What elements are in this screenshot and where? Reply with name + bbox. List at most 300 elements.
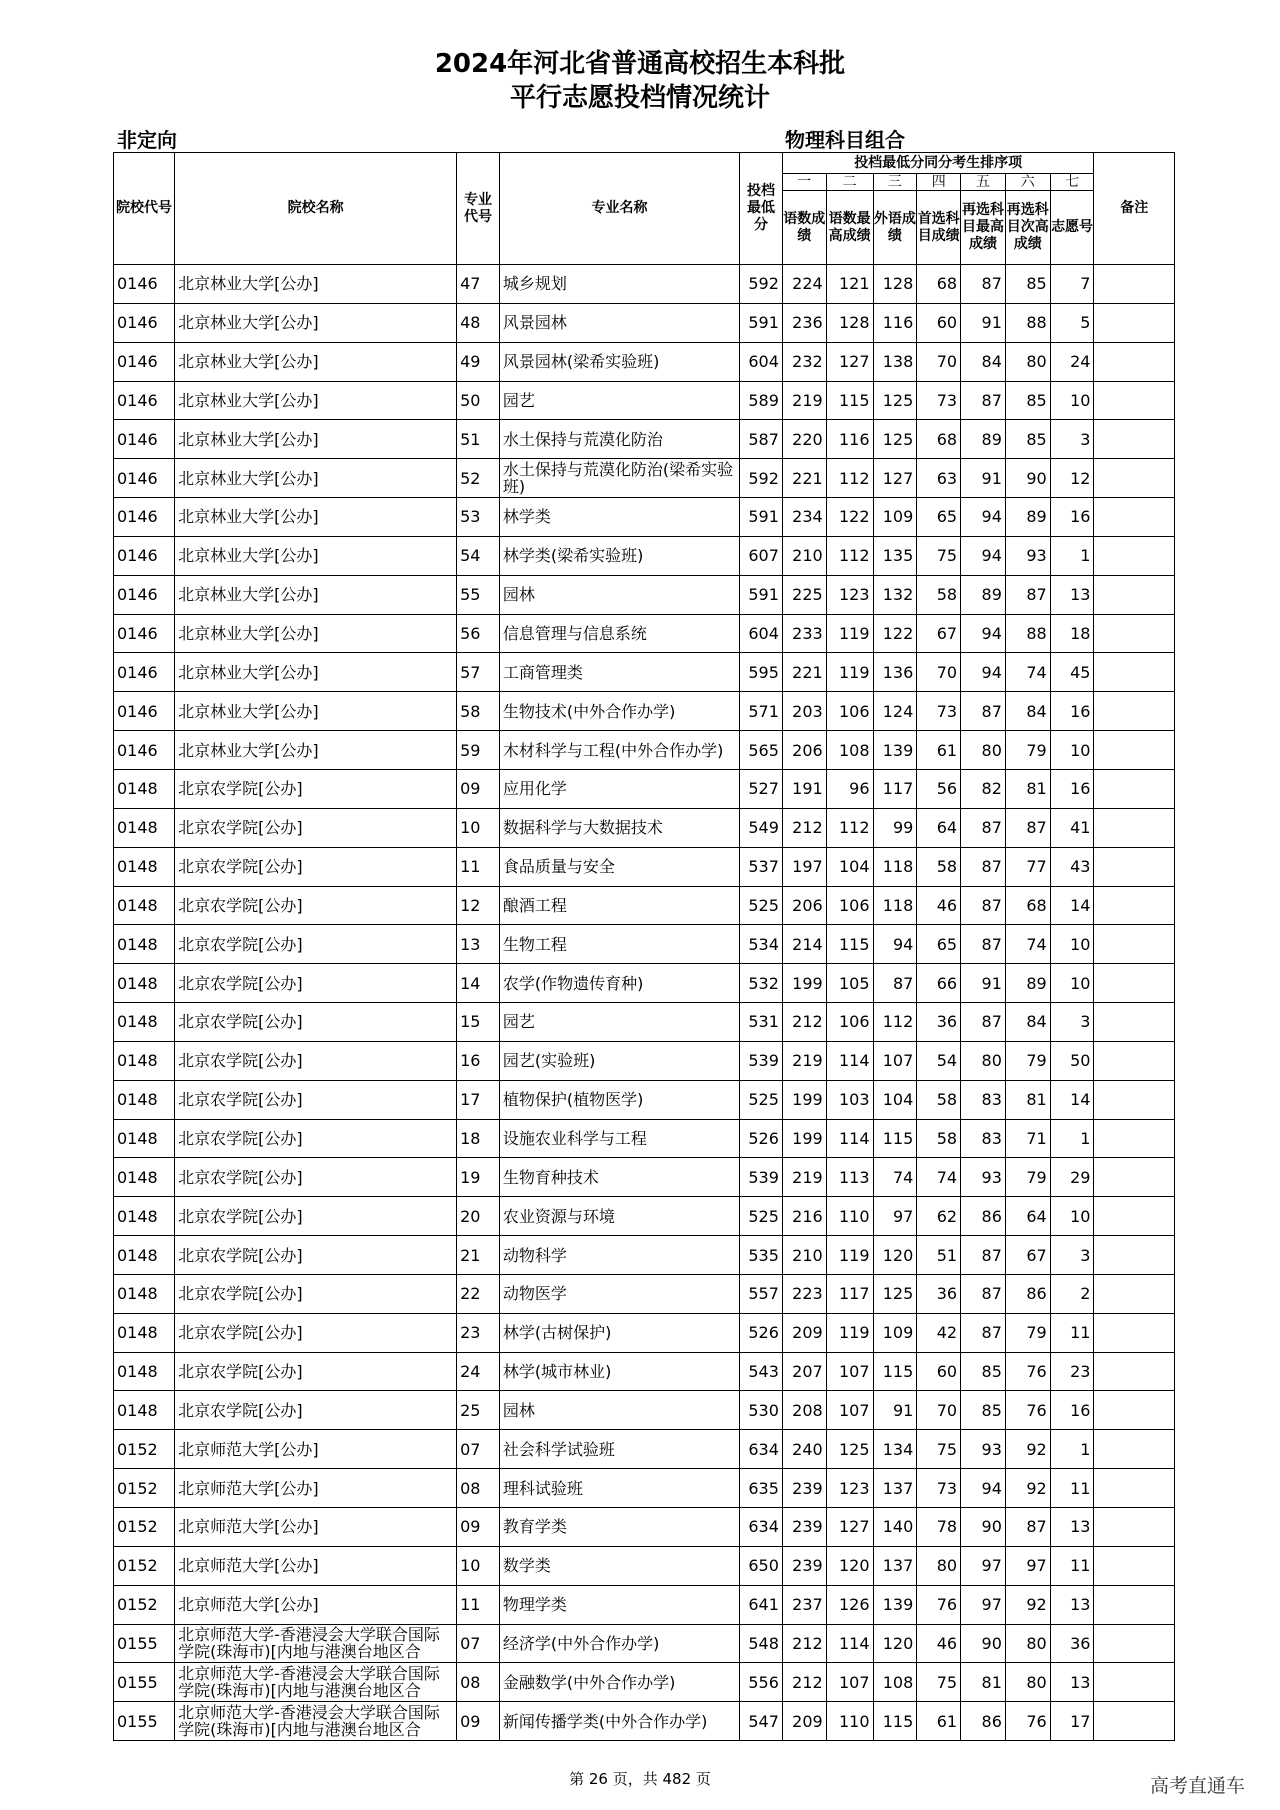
cell-school-code: 0155	[114, 1702, 175, 1741]
cell-chinese-math: 239	[782, 1469, 826, 1508]
cell-school-name: 北京农学院[公办]	[175, 964, 457, 1003]
cell-preference-number: 16	[1050, 692, 1094, 731]
table-row	[114, 769, 1175, 808]
cell-major-code: 14	[457, 964, 500, 1003]
table-row	[114, 420, 1175, 459]
cell-second-subject-next: 80	[1005, 1624, 1050, 1663]
admission-table	[113, 152, 1175, 1741]
cell-chinese-math: 240	[782, 1430, 826, 1469]
cell-min-score: 543	[740, 1352, 783, 1391]
cell-chinese-math: 212	[782, 1003, 826, 1042]
cell-chinese-math: 212	[782, 808, 826, 847]
cell-school-name: 北京农学院[公办]	[175, 1391, 457, 1430]
cell-second-subject-max: 87	[961, 808, 1006, 847]
cell-remark	[1094, 1352, 1175, 1391]
cell-school-code: 0148	[114, 847, 175, 886]
cell-preference-number: 7	[1050, 265, 1094, 304]
cell-major-code: 07	[457, 1430, 500, 1469]
cell-second-subject-next: 77	[1005, 847, 1050, 886]
cell-second-subject-max: 83	[961, 1080, 1006, 1119]
cell-second-subject-next: 76	[1005, 1391, 1050, 1430]
cell-min-score: 549	[740, 808, 783, 847]
cell-second-subject-next: 84	[1005, 692, 1050, 731]
table-row	[114, 1003, 1175, 1042]
table-row	[114, 964, 1175, 1003]
header-tiebreak-number: 三	[873, 174, 917, 191]
cell-min-score: 634	[740, 1508, 783, 1547]
cell-major-name: 农学(作物遗传育种)	[499, 964, 739, 1003]
cell-major-name: 生物工程	[499, 925, 739, 964]
cell-second-subject-max: 87	[961, 1236, 1006, 1275]
cell-preference-number: 16	[1050, 769, 1094, 808]
cell-second-subject-max: 94	[961, 536, 1006, 575]
cell-first-subject: 58	[917, 1119, 961, 1158]
cell-major-name: 水土保持与荒漠化防治(梁希实验班)	[499, 459, 739, 498]
table-row	[114, 886, 1175, 925]
cell-remark	[1094, 1274, 1175, 1313]
header-tiebreak-item: 外语成绩	[873, 191, 917, 265]
cell-major-code: 53	[457, 498, 500, 537]
cell-first-subject: 67	[917, 614, 961, 653]
cell-remark	[1094, 847, 1175, 886]
table-row	[114, 381, 1175, 420]
cell-major-code: 13	[457, 925, 500, 964]
cell-chinese-math-max: 113	[826, 1158, 873, 1197]
cell-school-code: 0148	[114, 1274, 175, 1313]
cell-school-name: 北京林业大学[公办]	[175, 342, 457, 381]
cell-school-name: 北京农学院[公办]	[175, 1119, 457, 1158]
cell-major-code: 09	[457, 1702, 500, 1741]
cell-chinese-math: 237	[782, 1585, 826, 1624]
cell-major-name: 设施农业科学与工程	[499, 1119, 739, 1158]
cell-chinese-math: 199	[782, 1080, 826, 1119]
cell-school-code: 0148	[114, 1158, 175, 1197]
cell-chinese-math-max: 116	[826, 420, 873, 459]
cell-school-code: 0146	[114, 342, 175, 381]
cell-chinese-math: 191	[782, 769, 826, 808]
cell-second-subject-max: 87	[961, 1274, 1006, 1313]
cell-remark	[1094, 1119, 1175, 1158]
cell-foreign-language: 124	[873, 692, 917, 731]
cell-school-code: 0152	[114, 1430, 175, 1469]
cell-school-code: 0146	[114, 420, 175, 459]
cell-first-subject: 75	[917, 1663, 961, 1702]
header-tiebreak-number: 四	[917, 174, 961, 191]
table-row	[114, 925, 1175, 964]
cell-chinese-math-max: 112	[826, 536, 873, 575]
cell-school-name: 北京师范大学[公办]	[175, 1430, 457, 1469]
cell-major-name: 园林	[499, 575, 739, 614]
cell-remark	[1094, 1391, 1175, 1430]
cell-school-name: 北京农学院[公办]	[175, 1080, 457, 1119]
cell-second-subject-max: 80	[961, 731, 1006, 770]
table-row	[114, 1546, 1175, 1585]
cell-remark	[1094, 886, 1175, 925]
cell-chinese-math: 219	[782, 1041, 826, 1080]
cell-chinese-math-max: 115	[826, 381, 873, 420]
cell-preference-number: 10	[1050, 964, 1094, 1003]
cell-min-score: 557	[740, 1274, 783, 1313]
cell-major-name: 林学类(梁希实验班)	[499, 536, 739, 575]
cell-foreign-language: 104	[873, 1080, 917, 1119]
header-tiebreak-number: 一	[782, 174, 826, 191]
cell-major-code: 08	[457, 1469, 500, 1508]
cell-min-score: 535	[740, 1236, 783, 1275]
table-row	[114, 653, 1175, 692]
cell-foreign-language: 139	[873, 1585, 917, 1624]
table-row	[114, 1158, 1175, 1197]
cell-min-score: 595	[740, 653, 783, 692]
cell-preference-number: 16	[1050, 498, 1094, 537]
cell-min-score: 591	[740, 303, 783, 342]
cell-school-name: 北京林业大学[公办]	[175, 498, 457, 537]
cell-major-name: 社会科学试验班	[499, 1430, 739, 1469]
cell-major-code: 23	[457, 1313, 500, 1352]
cell-major-name: 经济学(中外合作办学)	[499, 1624, 739, 1663]
cell-second-subject-max: 87	[961, 265, 1006, 304]
cell-chinese-math: 239	[782, 1546, 826, 1585]
cell-chinese-math: 239	[782, 1508, 826, 1547]
cell-second-subject-next: 87	[1005, 808, 1050, 847]
table-row	[114, 1663, 1175, 1702]
cell-remark	[1094, 1236, 1175, 1275]
cell-school-code: 0152	[114, 1469, 175, 1508]
cell-second-subject-max: 87	[961, 381, 1006, 420]
cell-preference-number: 11	[1050, 1546, 1094, 1585]
cell-second-subject-max: 93	[961, 1430, 1006, 1469]
table-row	[114, 1080, 1175, 1119]
cell-second-subject-max: 89	[961, 575, 1006, 614]
cell-second-subject-next: 79	[1005, 1313, 1050, 1352]
cell-major-name: 理科试验班	[499, 1469, 739, 1508]
cell-chinese-math-max: 110	[826, 1197, 873, 1236]
cell-second-subject-next: 76	[1005, 1352, 1050, 1391]
cell-chinese-math-max: 119	[826, 1313, 873, 1352]
cell-major-name: 应用化学	[499, 769, 739, 808]
cell-chinese-math-max: 123	[826, 575, 873, 614]
cell-first-subject: 68	[917, 265, 961, 304]
cell-preference-number: 29	[1050, 1158, 1094, 1197]
cell-school-name: 北京师范大学[公办]	[175, 1546, 457, 1585]
cell-first-subject: 65	[917, 498, 961, 537]
cell-major-name: 新闻传播学类(中外合作办学)	[499, 1702, 739, 1741]
cell-second-subject-max: 84	[961, 342, 1006, 381]
cell-second-subject-max: 91	[961, 303, 1006, 342]
header-school-code: 院校代号	[114, 153, 175, 265]
cell-first-subject: 42	[917, 1313, 961, 1352]
cell-school-name: 北京林业大学[公办]	[175, 575, 457, 614]
cell-school-code: 0148	[114, 1197, 175, 1236]
table-row	[114, 342, 1175, 381]
cell-first-subject: 54	[917, 1041, 961, 1080]
cell-school-name: 北京林业大学[公办]	[175, 653, 457, 692]
header-tiebreak-item: 首选科目成绩	[917, 191, 961, 265]
cell-min-score: 634	[740, 1430, 783, 1469]
cell-first-subject: 70	[917, 653, 961, 692]
cell-second-subject-next: 93	[1005, 536, 1050, 575]
cell-chinese-math: 221	[782, 459, 826, 498]
table-row	[114, 1274, 1175, 1313]
cell-foreign-language: 117	[873, 769, 917, 808]
cell-major-name: 动物科学	[499, 1236, 739, 1275]
cell-min-score: 635	[740, 1469, 783, 1508]
cell-second-subject-max: 83	[961, 1119, 1006, 1158]
cell-min-score: 592	[740, 459, 783, 498]
table-row	[114, 1197, 1175, 1236]
cell-foreign-language: 125	[873, 381, 917, 420]
cell-school-name: 北京林业大学[公办]	[175, 692, 457, 731]
cell-major-name: 物理学类	[499, 1585, 739, 1624]
cell-preference-number: 50	[1050, 1041, 1094, 1080]
cell-school-code: 0148	[114, 808, 175, 847]
cell-second-subject-max: 94	[961, 1469, 1006, 1508]
cell-foreign-language: 137	[873, 1546, 917, 1585]
table-row	[114, 731, 1175, 770]
table-row	[114, 303, 1175, 342]
cell-preference-number: 12	[1050, 459, 1094, 498]
cell-major-name: 园艺	[499, 381, 739, 420]
header-school-name: 院校名称	[175, 153, 457, 265]
cell-school-code: 0152	[114, 1585, 175, 1624]
cell-school-name: 北京农学院[公办]	[175, 1274, 457, 1313]
cell-foreign-language: 112	[873, 1003, 917, 1042]
cell-chinese-math: 212	[782, 1663, 826, 1702]
cell-major-code: 56	[457, 614, 500, 653]
header-min-score: 投档最低分	[740, 153, 783, 265]
cell-preference-number: 13	[1050, 1663, 1094, 1702]
cell-school-name: 北京农学院[公办]	[175, 847, 457, 886]
cell-first-subject: 73	[917, 381, 961, 420]
cell-major-code: 11	[457, 847, 500, 886]
header-major-code: 专业代号	[457, 153, 500, 265]
cell-remark	[1094, 1080, 1175, 1119]
cell-min-score: 547	[740, 1702, 783, 1741]
cell-min-score: 650	[740, 1546, 783, 1585]
cell-foreign-language: 109	[873, 1313, 917, 1352]
cell-preference-number: 23	[1050, 1352, 1094, 1391]
cell-second-subject-next: 80	[1005, 1663, 1050, 1702]
cell-second-subject-next: 90	[1005, 459, 1050, 498]
cell-chinese-math-max: 121	[826, 265, 873, 304]
cell-chinese-math-max: 127	[826, 1508, 873, 1547]
cell-remark	[1094, 575, 1175, 614]
cell-second-subject-max: 94	[961, 498, 1006, 537]
cell-second-subject-next: 85	[1005, 381, 1050, 420]
cell-major-name: 园艺	[499, 1003, 739, 1042]
cell-first-subject: 63	[917, 459, 961, 498]
cell-remark	[1094, 381, 1175, 420]
table-row	[114, 536, 1175, 575]
cell-min-score: 604	[740, 342, 783, 381]
cell-second-subject-next: 84	[1005, 1003, 1050, 1042]
cell-second-subject-next: 67	[1005, 1236, 1050, 1275]
cell-remark	[1094, 1624, 1175, 1663]
cell-min-score: 589	[740, 381, 783, 420]
cell-first-subject: 73	[917, 692, 961, 731]
cell-min-score: 591	[740, 498, 783, 537]
cell-chinese-math: 236	[782, 303, 826, 342]
cell-chinese-math-max: 114	[826, 1119, 873, 1158]
cell-min-score: 592	[740, 265, 783, 304]
cell-first-subject: 75	[917, 1430, 961, 1469]
cell-chinese-math-max: 106	[826, 886, 873, 925]
cell-chinese-math: 219	[782, 381, 826, 420]
cell-major-name: 木材科学与工程(中外合作办学)	[499, 731, 739, 770]
cell-remark	[1094, 614, 1175, 653]
cell-second-subject-next: 74	[1005, 653, 1050, 692]
cell-major-code: 25	[457, 1391, 500, 1430]
cell-school-code: 0146	[114, 653, 175, 692]
table-row	[114, 692, 1175, 731]
header-tiebreak-item: 再选科目次高成绩	[1005, 191, 1050, 265]
header-tiebreak-item: 志愿号	[1050, 191, 1094, 265]
cell-chinese-math-max: 112	[826, 808, 873, 847]
cell-preference-number: 3	[1050, 1236, 1094, 1275]
table-row	[114, 1508, 1175, 1547]
cell-second-subject-next: 76	[1005, 1702, 1050, 1741]
cell-major-code: 52	[457, 459, 500, 498]
cell-min-score: 571	[740, 692, 783, 731]
cell-remark	[1094, 1508, 1175, 1547]
cell-preference-number: 45	[1050, 653, 1094, 692]
cell-school-code: 0155	[114, 1663, 175, 1702]
cell-remark	[1094, 1702, 1175, 1741]
cell-foreign-language: 132	[873, 575, 917, 614]
header-tiebreak-item: 语数成绩	[782, 191, 826, 265]
cell-school-code: 0146	[114, 381, 175, 420]
table-row	[114, 808, 1175, 847]
cell-preference-number: 18	[1050, 614, 1094, 653]
cell-major-name: 数据科学与大数据技术	[499, 808, 739, 847]
cell-min-score: 530	[740, 1391, 783, 1430]
cell-chinese-math-max: 105	[826, 964, 873, 1003]
cell-school-code: 0148	[114, 1236, 175, 1275]
cell-second-subject-max: 90	[961, 1508, 1006, 1547]
cell-major-name: 信息管理与信息系统	[499, 614, 739, 653]
cell-major-code: 59	[457, 731, 500, 770]
cell-chinese-math: 220	[782, 420, 826, 459]
cell-min-score: 591	[740, 575, 783, 614]
cell-chinese-math: 214	[782, 925, 826, 964]
cell-second-subject-next: 86	[1005, 1274, 1050, 1313]
cell-chinese-math: 216	[782, 1197, 826, 1236]
cell-second-subject-max: 85	[961, 1391, 1006, 1430]
cell-second-subject-max: 87	[961, 925, 1006, 964]
cell-foreign-language: 94	[873, 925, 917, 964]
cell-foreign-language: 107	[873, 1041, 917, 1080]
cell-major-name: 生物技术(中外合作办学)	[499, 692, 739, 731]
cell-chinese-math-max: 122	[826, 498, 873, 537]
cell-school-code: 0146	[114, 265, 175, 304]
cell-school-code: 0148	[114, 769, 175, 808]
cell-major-code: 11	[457, 1585, 500, 1624]
cell-second-subject-next: 88	[1005, 614, 1050, 653]
cell-chinese-math-max: 120	[826, 1546, 873, 1585]
cell-major-code: 09	[457, 769, 500, 808]
cell-major-code: 21	[457, 1236, 500, 1275]
cell-foreign-language: 87	[873, 964, 917, 1003]
cell-chinese-math: 232	[782, 342, 826, 381]
cell-foreign-language: 115	[873, 1119, 917, 1158]
cell-school-name: 北京林业大学[公办]	[175, 381, 457, 420]
cell-first-subject: 58	[917, 1080, 961, 1119]
header-tiebreak-group: 投档最低分同分考生排序项	[782, 153, 1094, 174]
table-row	[114, 1041, 1175, 1080]
cell-chinese-math: 206	[782, 731, 826, 770]
header-tiebreak-number: 五	[961, 174, 1006, 191]
cell-foreign-language: 118	[873, 847, 917, 886]
cell-school-name: 北京师范大学[公办]	[175, 1508, 457, 1547]
cell-school-code: 0152	[114, 1546, 175, 1585]
cell-school-name: 北京林业大学[公办]	[175, 420, 457, 459]
cell-min-score: 531	[740, 1003, 783, 1042]
cell-remark	[1094, 265, 1175, 304]
cell-preference-number: 10	[1050, 731, 1094, 770]
cell-major-code: 17	[457, 1080, 500, 1119]
cell-major-code: 51	[457, 420, 500, 459]
header-tiebreak-item: 再选科目最高成绩	[961, 191, 1006, 265]
cell-second-subject-max: 91	[961, 964, 1006, 1003]
cell-min-score: 526	[740, 1119, 783, 1158]
cell-major-name: 园林	[499, 1391, 739, 1430]
cell-foreign-language: 116	[873, 303, 917, 342]
cell-first-subject: 46	[917, 886, 961, 925]
cell-major-name: 生物育种技术	[499, 1158, 739, 1197]
cell-major-name: 工商管理类	[499, 653, 739, 692]
cell-first-subject: 70	[917, 342, 961, 381]
cell-first-subject: 70	[917, 1391, 961, 1430]
cell-chinese-math-max: 103	[826, 1080, 873, 1119]
cell-school-code: 0148	[114, 1003, 175, 1042]
cell-second-subject-next: 85	[1005, 265, 1050, 304]
category-label: 非定向	[117, 128, 177, 152]
cell-school-name: 北京农学院[公办]	[175, 1158, 457, 1197]
cell-preference-number: 1	[1050, 536, 1094, 575]
table-row	[114, 1469, 1175, 1508]
cell-chinese-math-max: 125	[826, 1430, 873, 1469]
cell-major-name: 园艺(实验班)	[499, 1041, 739, 1080]
cell-first-subject: 60	[917, 1352, 961, 1391]
cell-school-name: 北京农学院[公办]	[175, 808, 457, 847]
cell-first-subject: 51	[917, 1236, 961, 1275]
cell-school-code: 0148	[114, 925, 175, 964]
cell-preference-number: 1	[1050, 1119, 1094, 1158]
cell-second-subject-next: 81	[1005, 1080, 1050, 1119]
table-row	[114, 575, 1175, 614]
cell-major-name: 数学类	[499, 1546, 739, 1585]
cell-remark	[1094, 1041, 1175, 1080]
cell-chinese-math: 210	[782, 536, 826, 575]
cell-school-name: 北京林业大学[公办]	[175, 614, 457, 653]
cell-min-score: 548	[740, 1624, 783, 1663]
cell-first-subject: 64	[917, 808, 961, 847]
cell-school-name: 北京林业大学[公办]	[175, 731, 457, 770]
cell-min-score: 525	[740, 886, 783, 925]
cell-school-name: 北京农学院[公办]	[175, 1352, 457, 1391]
cell-second-subject-max: 97	[961, 1585, 1006, 1624]
cell-preference-number: 10	[1050, 1197, 1094, 1236]
cell-foreign-language: 120	[873, 1236, 917, 1275]
cell-chinese-math-max: 106	[826, 1003, 873, 1042]
cell-second-subject-max: 89	[961, 420, 1006, 459]
cell-major-code: 10	[457, 1546, 500, 1585]
cell-major-code: 10	[457, 808, 500, 847]
cell-school-name: 北京师范大学-香港浸会大学联合国际学院(珠海市)[内地与港澳台地区合	[175, 1663, 457, 1702]
cell-chinese-math-max: 119	[826, 653, 873, 692]
cell-min-score: 556	[740, 1663, 783, 1702]
cell-school-code: 0148	[114, 1119, 175, 1158]
cell-first-subject: 46	[917, 1624, 961, 1663]
